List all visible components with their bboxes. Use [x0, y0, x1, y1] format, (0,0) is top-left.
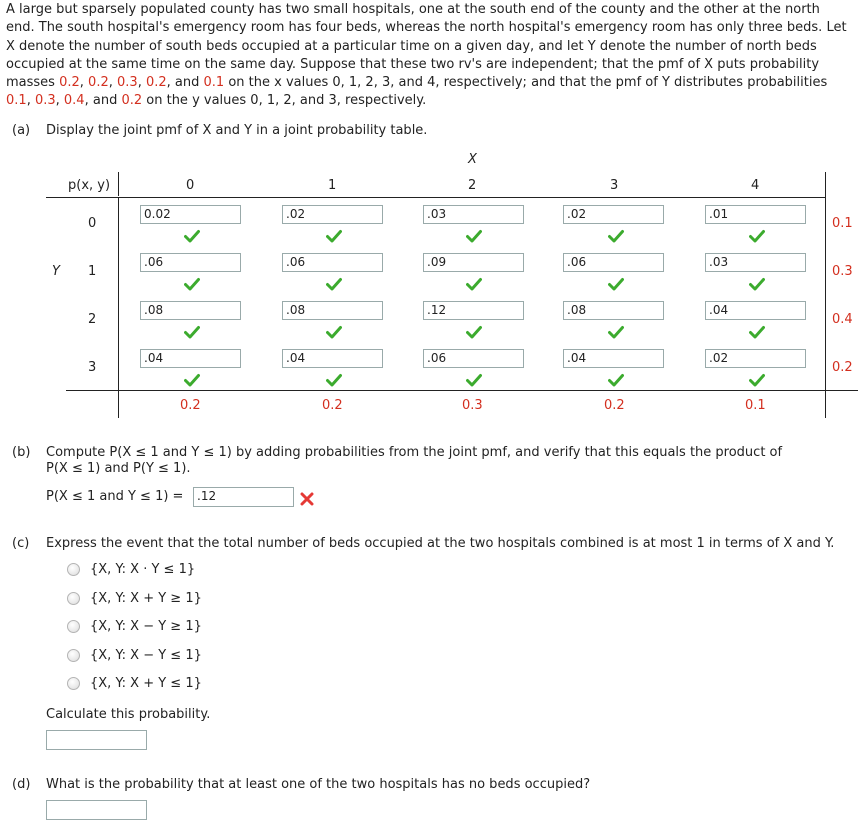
option-radio[interactable]	[67, 649, 80, 662]
part-label: (d)	[12, 777, 31, 792]
part-a-text: Display the joint pmf of X and Y in a joint probability table.	[46, 123, 428, 138]
correct-check-icon	[749, 229, 765, 243]
x-value-header: 2	[468, 178, 477, 193]
correct-check-icon	[466, 325, 482, 339]
col-marginal: 0.2	[604, 398, 625, 413]
joint-pmf-input[interactable]: .04	[563, 349, 664, 368]
joint-pmf-input[interactable]: .03	[705, 253, 806, 272]
joint-pmf-input[interactable]: .06	[140, 253, 241, 272]
intro-line: 0.1, 0.3, 0.4, and 0.2 on the y values 0, 1, 2, and 3, respectively.	[6, 93, 427, 109]
x-value-header: 4	[751, 178, 760, 193]
part-c-answer-input[interactable]	[46, 730, 147, 750]
part-b-text-line2: P(X ≤ 1) and P(Y ≤ 1).	[46, 461, 191, 476]
pmf-x-value: 0.3	[117, 75, 138, 91]
footer-divider	[66, 390, 858, 391]
row-marginal: 0.3	[832, 264, 853, 279]
part-c-question	[12, 536, 834, 551]
option-label[interactable]: {X, Y: X + Y ≥ 1}	[90, 590, 202, 606]
pmf-x-value: 0.1	[203, 75, 225, 91]
correct-check-icon	[749, 325, 765, 339]
problem-statement	[6, 1, 856, 111]
joint-pmf-input[interactable]: .02	[282, 205, 383, 224]
option-label[interactable]: {X, Y: X + Y ≤ 1}	[90, 676, 202, 691]
part-b-text-line1: Compute P(X ≤ 1 and Y ≤ 1) by adding probabilities from the joint pmf, and verify that this equals the product of	[46, 445, 783, 460]
option-radio[interactable]	[67, 592, 80, 605]
col-marginal: 0.3	[462, 398, 483, 413]
joint-pmf-input[interactable]: .08	[563, 301, 664, 320]
col-marginal: 0.2	[322, 398, 343, 413]
joint-pmf-input[interactable]: .08	[140, 301, 241, 320]
joint-pmf-input[interactable]: .04	[140, 349, 241, 368]
part-a-question	[12, 123, 427, 138]
part-d-answer-input[interactable]	[46, 800, 147, 820]
pmf-y-value: 0.2	[121, 93, 143, 109]
correct-check-icon	[608, 325, 624, 339]
correct-check-icon	[608, 277, 624, 291]
part-label: (a)	[12, 123, 31, 138]
correct-check-icon	[749, 373, 765, 387]
pmf-x-value: 0.2	[145, 75, 167, 91]
row-marginal: 0.4	[832, 312, 853, 327]
row-marginal: 0.2	[832, 360, 853, 375]
joint-pmf-input[interactable]: .12	[423, 301, 524, 320]
y-axis-label: Y	[52, 264, 60, 279]
intro-line: masses 0.2, 0.2, 0.3, 0.2, and 0.1 on the x values 0, 1, 2, 3, and 4, respectively; and that the pmf of Y distributes probabilities	[6, 75, 828, 91]
x-value-header: 0	[186, 178, 195, 193]
correct-check-icon	[608, 373, 624, 387]
correct-check-icon	[184, 277, 200, 291]
part-b-answer-input[interactable]: .12	[193, 487, 294, 507]
joint-pmf-input[interactable]: .04	[705, 301, 806, 320]
x-axis-label: X	[468, 152, 477, 167]
pmf-y-value: 0.1	[6, 93, 27, 109]
correct-check-icon	[466, 277, 482, 291]
part-b-question	[12, 445, 782, 476]
correct-check-icon	[326, 373, 342, 387]
corner-label: p(x, y)	[68, 178, 111, 193]
option-label[interactable]: {X, Y: X − Y ≤ 1}	[90, 647, 202, 663]
option-label[interactable]: {X, Y: X · Y ≤ 1}	[90, 562, 196, 577]
joint-pmf-input[interactable]: .04	[282, 349, 383, 368]
joint-pmf-input[interactable]: .02	[705, 349, 806, 368]
part-label: (c)	[12, 536, 30, 551]
intro-line: end. The south hospital's emergency room has four beds, whereas the north hospital's emergency room has only three beds. Let	[6, 20, 847, 36]
joint-pmf-input[interactable]: .02	[563, 205, 664, 224]
correct-check-icon	[326, 229, 342, 243]
option-label[interactable]: {X, Y: X − Y ≥ 1}	[90, 619, 202, 634]
y-value-header: 2	[88, 312, 97, 327]
pmf-x-value: 0.2	[59, 75, 80, 91]
correct-check-icon	[326, 277, 342, 291]
row-marginal: 0.1	[832, 216, 853, 231]
pmf-x-value: 0.2	[88, 75, 109, 91]
col-marginal: 0.2	[180, 398, 201, 413]
part-d-question	[12, 777, 590, 792]
pmf-y-value: 0.3	[34, 93, 56, 109]
x-value-header: 1	[328, 178, 337, 193]
table-right-divider	[825, 172, 826, 418]
option-radio[interactable]	[67, 563, 80, 576]
y-value-header: 3	[88, 360, 97, 375]
y-value-header: 1	[88, 264, 97, 279]
option-radio[interactable]	[67, 677, 80, 690]
part-c-calc-label: Calculate this probability.	[46, 707, 211, 722]
correct-check-icon	[326, 325, 342, 339]
intro-line: A large but sparsely populated county has two small hospitals, one at the south end of the county and the other at the north	[6, 2, 820, 17]
correct-check-icon	[184, 373, 200, 387]
joint-pmf-input[interactable]: .03	[423, 205, 524, 224]
joint-pmf-input[interactable]: .09	[423, 253, 524, 272]
correct-check-icon	[184, 229, 200, 243]
part-c-text: Express the event that the total number of beds occupied at the two hospitals combined is at most 1 in terms of X and Y.	[46, 536, 835, 551]
joint-pmf-input[interactable]: 0.02	[140, 205, 241, 224]
correct-check-icon	[608, 229, 624, 243]
col-marginal: 0.1	[745, 398, 766, 413]
part-label: (b)	[12, 445, 31, 460]
correct-check-icon	[749, 277, 765, 291]
intro-line: occupied at the same time on the same day. Suppose that these two rv's are independent; that the pmf of X puts probability	[6, 56, 820, 72]
joint-pmf-input[interactable]: .01	[705, 205, 806, 224]
joint-pmf-input[interactable]: .06	[563, 253, 664, 272]
x-value-header: 3	[610, 178, 619, 193]
joint-pmf-input[interactable]: .08	[282, 301, 383, 320]
header-left-divider	[118, 172, 119, 196]
intro-line: X denote the number of south beds occupied at a particular time on a given day, and let Y denote the number of north beds	[6, 38, 817, 54]
part-d-text: What is the probability that at least one of the two hospitals has no beds occupied?	[46, 777, 591, 792]
incorrect-cross-icon	[300, 492, 314, 506]
part-b-prompt: P(X ≤ 1 and Y ≤ 1) =	[46, 489, 184, 504]
table-left-divider	[118, 197, 119, 418]
pmf-y-value: 0.4	[63, 93, 85, 109]
option-radio[interactable]	[67, 620, 80, 633]
joint-pmf-input[interactable]: .06	[282, 253, 383, 272]
correct-check-icon	[466, 373, 482, 387]
correct-check-icon	[466, 229, 482, 243]
joint-pmf-input[interactable]: .06	[423, 349, 524, 368]
correct-check-icon	[184, 325, 200, 339]
y-value-header: 0	[88, 216, 97, 231]
header-divider	[46, 197, 826, 198]
